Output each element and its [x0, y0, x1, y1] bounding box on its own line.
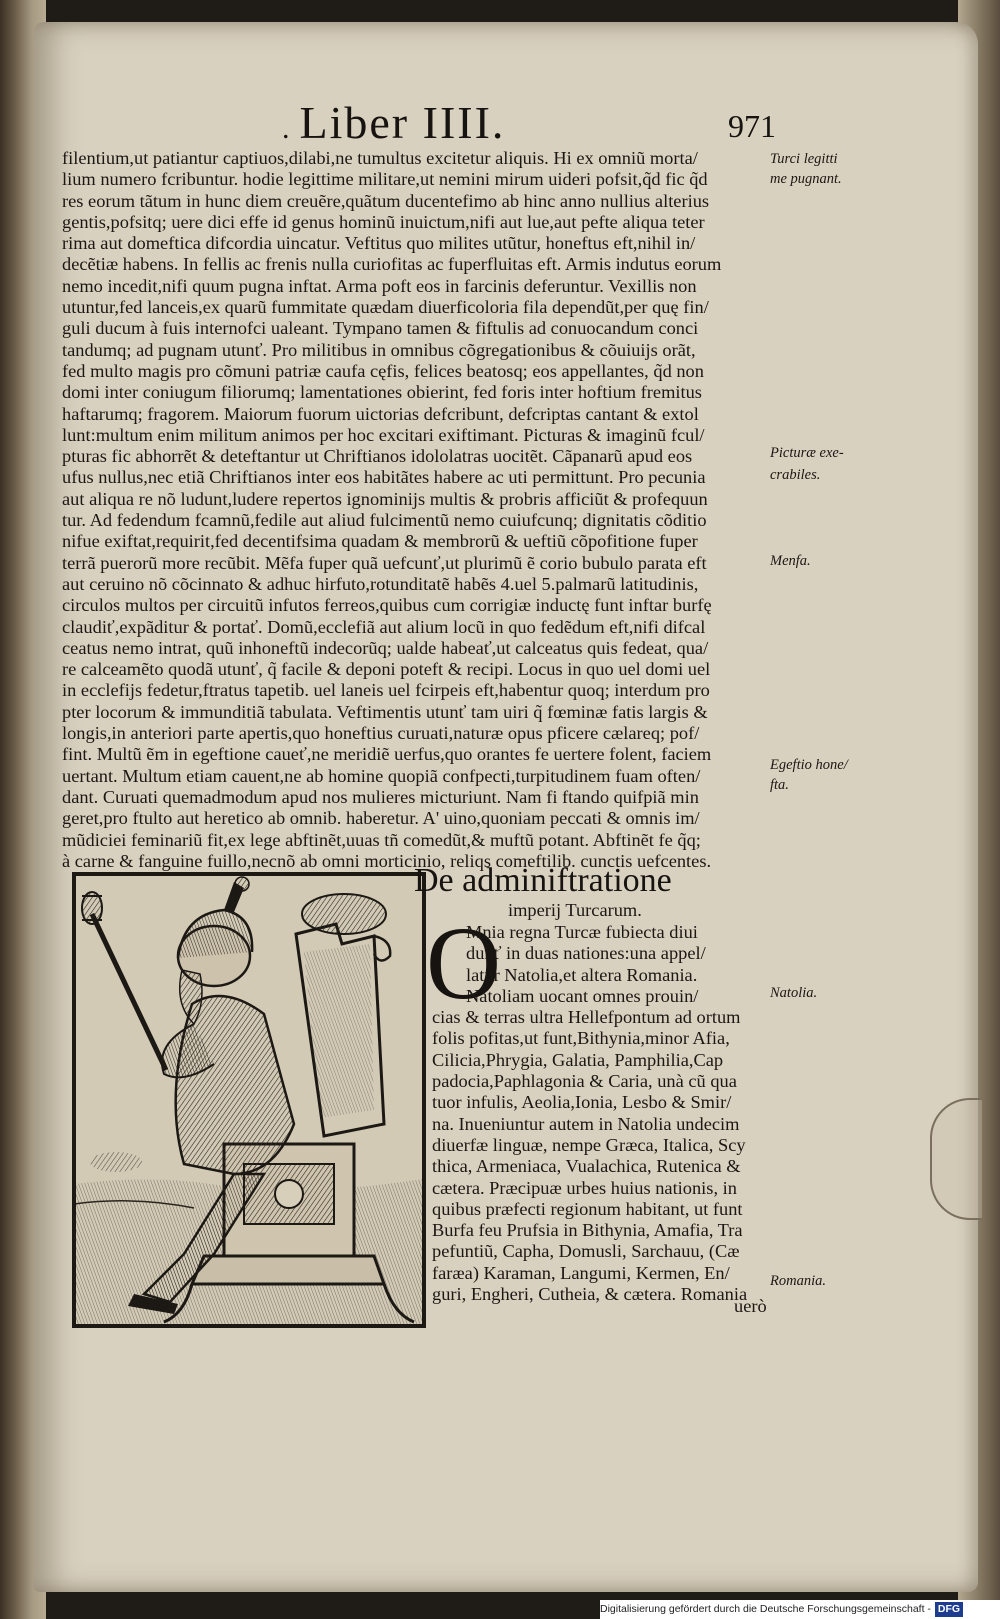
text-line: aut aliqua re nõ ludunt,ludere repertos ignominijs multis & probris afficiũt & profequun	[62, 488, 708, 509]
text-line: fed multo magis pro cõmuni patriæ caufa cęfis, felices beatosq; eos appellantes, q̃d non	[62, 360, 704, 381]
text-line: in ecclefijs fedetur,ftratus tapetib. uel laneis uel fcirpeis eft,habentur quoq; interdum pro	[62, 680, 710, 701]
sultan-woodcut-drawing	[74, 874, 424, 1326]
text-line: geret,pro ftulto aut heretico ab omnib. haberetur. A' uino,quoniam peccati & omnis im/	[62, 808, 700, 829]
text-line: cias & terras ultra Hellefpontum ad ortum	[432, 1007, 741, 1028]
text-line: Natoliam uocant omnes prouin/	[466, 985, 699, 1006]
side-note: Turci legitti	[770, 151, 838, 167]
text-line: folis pofitas,ut funt,Bithynia,minor Afia,	[432, 1028, 730, 1049]
text-line: longis,in anteriori parte apertis,quo honeftius curuati,naturæ opus pficere cælareq; pof/	[62, 723, 700, 744]
text-line: ufus nullus,nec etiã Chriftianos inter eos habitãtes habere ac uti permittunt. Pro pecunia	[62, 467, 706, 488]
side-note: Menfa.	[770, 553, 811, 569]
text-line: Burfa feu Prufsia in Bithynia, Amafia, Tra	[432, 1220, 743, 1241]
text-line: pter locorum & immunditiã tabulata. Veftimentis utunť tam uiri q̃ fœminæ fatis largis &	[62, 701, 708, 722]
text-line: pturas fic abhorrẽt & deteftantur ut Chriftianos idololatras uocitẽt. Cãpanarũ apud eos	[62, 446, 693, 467]
running-head: . Liber IIII.	[282, 97, 506, 148]
text-line: aut ceruino nõ cõcinnato & adhuc hirfuto,rotunditatẽ habẽs 4.uel 5.palmarũ latitudinis,	[62, 573, 699, 594]
section-heading: De adminiftratione	[414, 862, 672, 899]
text-line: haftarumq; fragorem. Maiorum fuorum uictorias defcribunt, defcriptas cantant & extol	[62, 403, 699, 424]
drop-cap-initial: O	[426, 906, 502, 1021]
side-note: Picturæ exe-	[770, 445, 844, 461]
dfg-logo: DFG	[935, 1602, 963, 1617]
text-line: domi inter coniugum filiorumq; lamentationes obierint, fed foris inter hoftium fremitus	[62, 382, 702, 403]
text-line: tandumq; ad pugnam utunť. Pro militibus in omnibus cõgregationibus & cõuiuijs orãt,	[62, 339, 696, 360]
text-line: guli ducum à fuis internofci ualeant. Tympano tamen & fiftulis ad conuocandum conci	[62, 318, 699, 339]
text-line: res eorum tãtum in hunc diem creuẽre,quãtum ducentefimo ab hinc anno nullius alterius	[62, 190, 710, 211]
digitization-footer	[600, 1600, 1000, 1619]
text-line: padocia,Paphlagonia & Caria, unà cũ qua	[432, 1071, 737, 1092]
running-head-number: IIII.	[422, 97, 506, 148]
footer-text: Digitalisierung gefördert durch die Deutsche Forschungsgemeinschaft -	[600, 1603, 931, 1615]
side-note: Egeftio hone/	[770, 757, 848, 773]
side-note: crabiles.	[770, 467, 821, 483]
text-line: tur. Ad fedendum fcamnũ,fedile aut aliud fulcimentũ nemo cuiufcunq; dignitatis cõditio	[62, 510, 707, 531]
text-line: tuor infulis, Aeolia,Ionia, Lesbo & Smir/	[432, 1092, 732, 1113]
text-line: ceatus nemo intrat, quũ inhoneftũ indecorũq; ualde habeať,ut calceatus quis fedeat, qua/	[62, 637, 709, 658]
text-line: terrã puerorũ more recũbit. Mẽfa fuper quã uefcunť,ut plurimũ ẽ corio bubulo parata eft	[62, 552, 707, 573]
text-line: fint. Multũ ẽm in egeftione caueť,ne meridiẽ uerfus,quo orantes fe uertere folent, faciem	[62, 744, 712, 765]
text-line: latur Natolia,et altera Romania.	[466, 964, 698, 985]
text-line: nemo incedit,nifi quum pugna inftat. Arma poft eos in farcinis deferuntur. Vexillis non	[62, 275, 697, 296]
text-line: dant. Curuati quemadmodum apud nos mulieres micturiunt. Nam fi ftando quifpiã min	[62, 786, 699, 807]
text-line: rima aut domeftica difcordia uincatur. Veftitus quo milites utũtur, honeftus eft,nihil in/	[62, 233, 696, 254]
text-line: Mnia regna Turcæ fubiecta diui	[466, 922, 698, 942]
text-line: circulos multos per circuitũ infutos ferreos,quibus cum corrigiæ inductę funt inftar burfę	[62, 595, 712, 616]
side-note: Natolia.	[770, 985, 818, 1001]
woodcut-illustration-sultan	[72, 872, 426, 1328]
text-line: à carne & fanguine fuillo,necnõ ab omni morticinio, reliqs comeftilib. cunctis uefcentes.	[62, 850, 712, 871]
folio-number: 971	[728, 108, 776, 144]
text-line: dunť in duas nationes:una appel/	[466, 943, 706, 964]
text-line: re calceamẽto quodã utunť, q̃ facile & deponi poteft & recipi. Locus in quo uel domi uel	[62, 659, 711, 680]
text-line: lium numero fcribuntur. hodie legittime militare,ut nemini mirum uideri pofsit,q̃d fic q̃d	[62, 169, 708, 190]
side-note: Romania.	[770, 1273, 826, 1289]
text-line: diuerfæ linguæ, nempe Græca, Italica, Scy	[432, 1134, 746, 1155]
text-line: lunt:multum enim militum animos per hoc excitari exiftimant. Picturas & imaginũ fcul/	[62, 424, 705, 445]
text-line: filentium,ut patiantur captiuos,dilabi,ne tumultus excitetur aliquis. Hi ex omniũ morta/	[62, 148, 698, 168]
text-line: Cilicia,Phrygia, Galatia, Pamphilia,Cap	[432, 1049, 724, 1070]
text-line: cætera. Præcipuæ urbes huius nationis, in	[432, 1177, 737, 1198]
body-text	[62, 148, 774, 872]
text-line: faræa) Karaman, Langumi, Kermen, En/	[432, 1262, 730, 1283]
catchword: uerò	[734, 1296, 767, 1316]
text-line: decẽtiæ habens. In fellis ac frenis nulla curiofitas ac fuperfluitas eft. Armis indutus eorum	[62, 254, 722, 275]
text-line: gentis,pofsitq; uere dici effe id genus hominũ inuictum,nifi aut lue,aut pefte aliqua teter	[62, 211, 705, 232]
side-note: me pugnant.	[770, 171, 842, 187]
text-line: pefuntiũ, Capha, Domusli, Sarchauu, (Cæ	[432, 1241, 740, 1262]
page-tab-marker	[930, 1098, 982, 1220]
text-line: uertant. Multum etiam cauent,ne ab homine quopiã confpecti,turpitudinem fuam often/	[62, 765, 701, 786]
text-line: mũdiciei feminariũ fit,ex lege abftinẽt,uuas tñ comedũt,& muftũ potant. Abftinẽt fe q̃q;	[62, 829, 701, 850]
text-line: quibus præfecti regionum habitant, ut funt	[432, 1198, 743, 1219]
text-line: guri, Engheri, Cutheia, & cætera. Romania	[432, 1284, 748, 1305]
text-line: na. Inueniuntur autem in Natolia undecim	[432, 1113, 740, 1134]
text-line: claudiť,expãditur & portať. Domũ,ecclefiã aut alium locũ in quo fedẽdum eft,nifi difcal	[62, 616, 706, 637]
column-text	[432, 922, 776, 1305]
text-line: thica, Armeniaca, Vualachica, Rutenica &	[432, 1156, 741, 1177]
running-head-liber: Liber	[299, 97, 410, 148]
section-subheading: imperij Turcarum.	[508, 900, 642, 920]
text-line: utuntur,fed lanceis,ex quarũ fummitate quædam diuerficoloria fila dependũt,per quę fin/	[62, 297, 709, 318]
side-note: fta.	[770, 777, 789, 793]
text-line: nifue exiftat,requirit,fed decentifsima quadam & membrorũ & ueftiũ cõpofitione fuper	[62, 531, 698, 552]
